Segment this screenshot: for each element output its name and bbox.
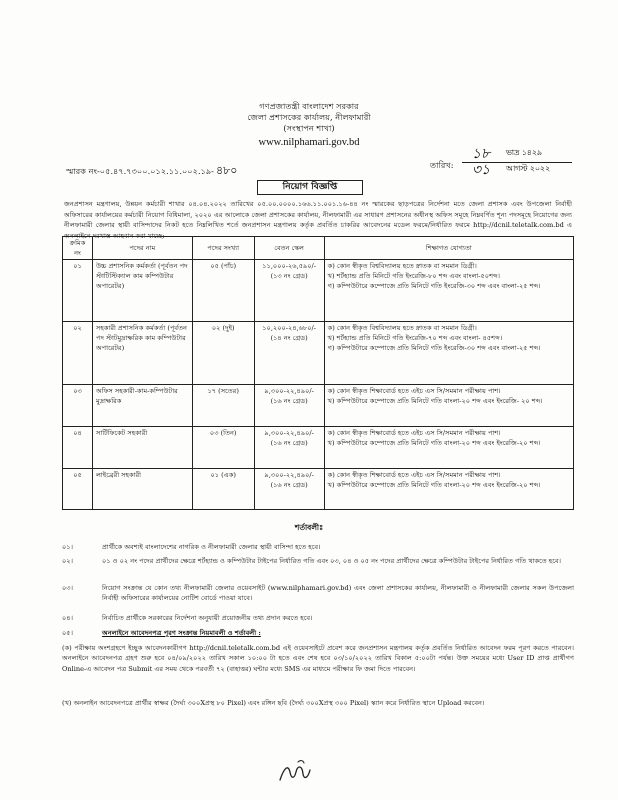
bangla-date	[462, 148, 572, 163]
english-date	[462, 163, 572, 178]
condition-text: ০১ ও ০২ নং পদের প্রার্থীদের ক্ষেত্রে শর্টহ্যান্ড ও কম্পিউটার টাইপের নির্ধারিত গতি এবং ০৩, ০৪ ও ০৫ নং পদের প্রার্থীদের ক্ষেত্রে কম্পিউটার টাইপের নির্ধারিত গতি থাকতে হবে।	[102, 557, 561, 565]
post-cell: লাইব্রেরী সহকারী	[92, 469, 192, 510]
scale-value: ৯,৩০০-২২,৪৯০/-	[264, 387, 314, 395]
qualification-line: ক) কোন স্বীকৃত শিক্ষাবোর্ড হতে এইচ এস সি/সমমান পরীক্ষায় পাশ।	[327, 429, 501, 437]
serial-cell: ০৩	[63, 385, 93, 427]
table-row	[63, 260, 574, 322]
col-header-count: পদের সংখ্যা	[192, 237, 254, 260]
qualification-line: খ) কম্পিউটারে কম্পোজে প্রতি মিনিটে গতি বাংলা-২০ শব্দ এবং ইংরেজি-২০ শব্দ।	[327, 439, 541, 447]
condition-text: নির্বাচিত প্রার্থীকে সরকারের নির্দেশনা অনুযায়ী প্রয়োজনীয় তথ্য প্রদান করতে হবে।	[102, 614, 313, 622]
count-cell: ০২ (দুই)	[192, 322, 254, 385]
grade-value: (১৩ নং গ্রেড)	[270, 272, 308, 280]
memo-number	[66, 162, 237, 181]
date-block	[462, 148, 572, 178]
table-row	[63, 385, 574, 427]
memo-handwritten-number: ৪৮০	[215, 165, 238, 177]
qualification-line: খ) শর্টহ্যান্ড প্রতি মিনিটে গতি ইংরেজি-৭০ শব্দ এবং বাংলা- ৪৫শব্দ।	[327, 334, 503, 342]
col-header-post: পদের নাম	[92, 237, 192, 260]
serial-cell: ০৪	[63, 427, 93, 469]
scale-cell	[254, 427, 324, 469]
grade-value: (১৬ নং গ্রেড)	[270, 481, 308, 489]
condition-item	[62, 542, 574, 552]
col-header-serial: ক্রমিক নং	[63, 237, 93, 260]
scale-cell	[254, 385, 324, 427]
condition-number: ০৫।	[62, 629, 73, 637]
grade-value: (১৬ নং গ্রেড)	[270, 397, 308, 405]
qualification-line: খ) কম্পিউটারে কম্পোজে প্রতি মিনিটে গতি বাংলা-২০ শব্দ এবং ইংরেজি-২০ শব্দ।	[327, 481, 541, 489]
qualification-line: ক) কোন স্বীকৃত বিশ্ববিদ্যালয় হতে স্নাতক বা সমমান ডিগ্রী।	[327, 324, 477, 332]
post-cell: উচ্চ প্রশাসনিক কর্মকর্তা (পূর্বতন পদ স্টাটিস্টিক্যাল কাম কম্পিউটার অপারেটর)	[92, 260, 192, 322]
table-row	[63, 427, 574, 469]
scale-cell	[254, 469, 324, 510]
count-cell: ১৭ (সতের)	[192, 385, 254, 427]
govt-heading: গণপ্রজাতন্ত্রী বাংলাদেশ সরকার	[259, 101, 359, 111]
count-cell: ০৫ (পাঁচ)	[192, 260, 254, 322]
qualification-line: ক) কোন স্বীকৃত শিক্ষাবোর্ড হতে এইচ এস সি/সমমান পরীক্ষায় পাশ।	[327, 387, 501, 395]
grade-value: (১৪ নং গ্রেড)	[270, 334, 308, 342]
qualification-cell	[324, 260, 573, 322]
condition-item	[62, 583, 574, 604]
qualification-cell	[324, 322, 573, 385]
serial-cell: ০২	[63, 322, 93, 385]
serial-cell: ০১	[63, 260, 93, 322]
condition-subitem	[62, 698, 574, 708]
condition-text: প্রার্থীকে অবশ্যই বাংলাদেশের নাগরিক ও নীলফামারী জেলার স্থায়ী বাসিন্দা হতে হবে।	[102, 543, 321, 551]
condition-text: নিয়োগ সংক্রান্ত যে কোন তথ্য নীলফামারী জেলার ওয়েবসাইট (www.nilphamari.gov.bd) এবং জেলা প্রশাসকের কার্যালয়, নীলফামারী ও নীলফামারী জেলার সকল উপজেলা নির্বাহী অফিসারের কার্যালয়ের নোটিশ বোর্ডে পাওয়া যাবে।	[102, 584, 574, 603]
condition-subitem	[62, 643, 574, 674]
scale-value: ১০,২০০-২৪,৬৮০/-	[262, 324, 316, 332]
qualification-line: ক) কোন স্বীকৃত বিশ্ববিদ্যালয় হতে স্নাতক বা সমমান ডিগ্রী।	[327, 262, 477, 270]
office-heading: জেলা প্রশাসকের কার্যালয়, নীলফামারী	[247, 112, 371, 122]
condition-text: (খ) অনলাইন আবেদনপত্রে প্রার্থীর স্বাক্ষর (দৈর্ঘ্য ৩০০Xপ্রস্থ ৮০ Pixel) এবং রঙ্গিন ছবি (দৈর্ঘ্য ৩০০Xপ্রস্থ ৩০০ Pixel) স্ক্যান করে নির্ধারিত স্থানে Upload করবেন।	[62, 699, 485, 707]
qualification-cell	[324, 469, 573, 510]
condition-heading: অনলাইনে আবেদনপত্র পূরণ সংক্রান্ত নিয়মাবলী ও শর্তাবলী :	[102, 629, 261, 637]
count-cell: ০৩ (তিন)	[192, 427, 254, 469]
bangla-month: ভাদ্র ১৪২৯	[506, 148, 542, 157]
col-header-qualification: শিক্ষাগত যোগ্যতা	[324, 237, 573, 260]
signature-mark	[276, 758, 314, 786]
english-day: ৩১	[471, 163, 491, 178]
qualification-line: ক) কোন স্বীকৃত শিক্ষাবোর্ড হতে এইচ এস সি/সমমান পরীক্ষায় পাশ।	[327, 471, 501, 479]
conditions-title: শর্তাবলীঃ	[294, 523, 324, 532]
notice-title: নিয়োগ বিজ্ঞপ্তি	[257, 180, 363, 195]
condition-item	[62, 613, 574, 623]
col-header-scale: বেতন স্কেল	[254, 237, 324, 260]
scale-value: ১১,০০০-২৬,৫৯০/-	[262, 262, 316, 270]
count-cell: ০১ (এক)	[192, 469, 254, 510]
qualification-line: খ) শর্টহ্যান্ড প্রতি মিনিটে গতি ইংরেজি-৮০ শব্দ এবং বাংলা-৫০শব্দ।	[327, 272, 500, 280]
condition-number: ০২।	[62, 557, 73, 565]
table-header-row	[63, 237, 574, 260]
condition-number: ০৩।	[62, 584, 73, 592]
date-label: তারিখ:	[430, 160, 454, 170]
intro-paragraph: জনপ্রশাসন মন্ত্রণালয়, উন্নয়ন কর্মচারী শাখার ০৪.০৪.২০২২ তারিখের ০৫.০০.০০০০.১৬৬.১১.০০১.১৬-৪৪ নং স্মারকের ছাড়পত্রের নির্দেশনা মতে জেলা প্রশাসক এবং উপজেলা নির্বাহী অফিসারের কার্যালয়ের কর্মচারী নিয়োগ বিধিমালা, ২০২০ এর আলোকে জেলা প্রশাসকের কার্যালয়, নীলফামারী এর সাধারণ প্রশাসনের অধীনস্থ অফিস সমূহে নিম্নবর্ণিত শূন্য পদসমূহে নিয়োগের জন্য নীলফামারী জেলার স্থায়ী বাসিন্দাদের নিকট হতে নিম্নলিখিত শর্তে জনপ্রশাসন মন্ত্রণালয় কর্তৃক প্রবর্তিত চাকরির আবেদনের মডেল ফরমে/নির্ধারিত ফরমে http://dcnil.teletalk.com.bd এ অনলাইনে দরখাস্ত আহবান করা যাচ্ছে:	[64, 200, 573, 240]
condition-item	[62, 628, 574, 638]
bangla-day: ১৮	[471, 147, 491, 162]
scale-cell	[254, 322, 324, 385]
scale-value: ৯,৩০০-২২,৪৯০/-	[264, 471, 314, 479]
vacancy-table	[62, 236, 574, 510]
qualification-cell	[324, 385, 573, 427]
qualification-cell	[324, 427, 573, 469]
section-heading: (সংস্থাপন শাখা)	[283, 123, 335, 133]
grade-value: (১৬ নং গ্রেড)	[270, 439, 308, 447]
table-row	[63, 469, 574, 510]
condition-text: (ক) পরীক্ষায় অংশগ্রহণে ইচ্ছুক আবেদনকারীগণ http://dcnil.teletalk.com.bd এই ওয়েবসাইটে প্রবেশ করে জনপ্রশাসন মন্ত্রণালয় কর্তৃক প্রবর্তিত নির্ধারিত আবেদন ফরম পূরণ করতে পারবেন। অনলাইনে আবেদনপত্র গ্রহণ শুরু হবে ০৪/০৯/২০২২ তারিখ সকাল ১০:০০ টা হতে এবং শেষ হবে ০৩/১০/২০২২ তারিখ বিকাল ৫:০০টা পর্যন্ত। উক্ত সময়ের মধ্যে User ID প্রাপ্ত প্রার্থীগণ Online-এ আবেদন পত্র Submit এর সময় থেকে পরবর্তী ৭২ (বাহাত্তর) ঘন্টার মধ্যে SMS এর মাধ্যমে পরীক্ষার ফি জমা দিতে পারবেন।	[62, 644, 574, 673]
qualification-line: খ) কম্পিউটারে কম্পোজে প্রতি মিনিটে গতি বাংলা-২০ শব্দ এবং ইংরেজি- ২০ শব্দ।	[327, 397, 543, 405]
condition-heading-wrap	[102, 628, 574, 638]
qualification-line: গ) কম্পিউটারে কম্পোজে প্রতি মিনিটে গতি ইংরেজি-৩০ শব্দ এবং বাংলা-২৫ শব্দ।	[327, 344, 541, 352]
condition-item	[62, 556, 574, 566]
qualification-line: গ) কম্পিউটারে কম্পোজে প্রতি মিনিটে গতি ইংরেজি-৩০ শব্দ এবং বাংলা-২৫ শব্দ।	[327, 282, 541, 290]
scale-cell	[254, 260, 324, 322]
post-cell: সহকারী প্রশাসনিক কর্মকর্তা (পূর্বতন পদ স্টাটমুদ্রাক্ষরিক কাম কম্পিউটার অপারেটর)	[92, 322, 192, 385]
condition-number: ০১।	[62, 543, 73, 551]
english-month: আগস্ট ২০২২	[506, 164, 551, 173]
post-cell: সার্টিফিকেট সহকারী	[92, 427, 192, 469]
post-cell: অফিস সহকারী-কাম-কম্পিউটার মুদ্রাক্ষরিক	[92, 385, 192, 427]
memo-label: স্মারক নং-০৫.৪৭.৭৩০০.০১২.১১.০০২.১৯-	[66, 166, 214, 176]
website-url: www.nilphamari.gov.bd	[258, 137, 360, 148]
condition-number: ০৪।	[62, 614, 73, 622]
serial-cell: ০৫	[63, 469, 93, 510]
scale-value: ৯,৩০০-২২,৪৯০/-	[264, 429, 314, 437]
table-row	[63, 322, 574, 385]
